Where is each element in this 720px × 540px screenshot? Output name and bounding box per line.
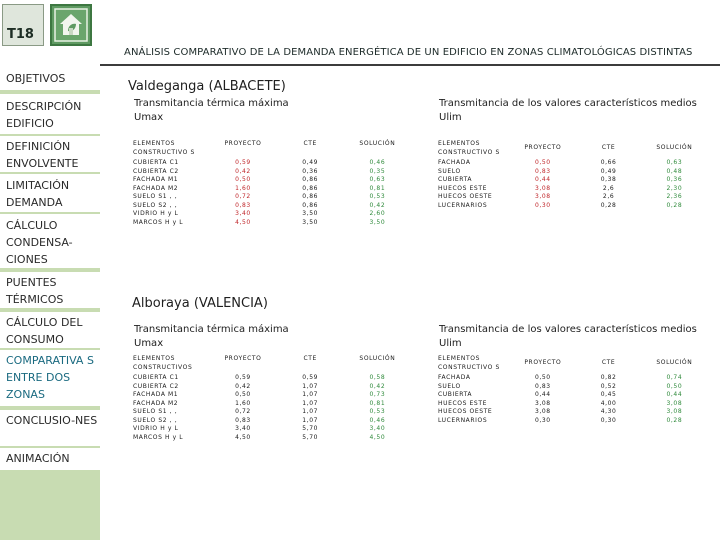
section-2-right-title bbox=[439, 323, 697, 351]
proyecto-value: 3,40 bbox=[235, 210, 251, 217]
page-title: ANÁLISIS COMPARATIVO DE LA DEMANDA ENERGÉTICA DE UN EDIFICIO EN ZONAS CLIMATOLÓGICAS DISTINTAS bbox=[124, 47, 693, 58]
solucion-value: 0,63 bbox=[369, 176, 386, 183]
sidebar-item-objetivos[interactable]: OBJETIVOS bbox=[6, 72, 66, 85]
topic-badge-label: T18 bbox=[7, 27, 34, 42]
row-element-name: HUECOS ESTE bbox=[438, 399, 487, 407]
table-row bbox=[131, 425, 411, 434]
column-header-elements: ELEMENTOS CONSTRUCTIVO S bbox=[438, 140, 500, 156]
table-row bbox=[436, 400, 710, 409]
cte-value: 3,50 bbox=[302, 210, 319, 217]
column-header-proyecto: PROYECTO bbox=[224, 140, 262, 147]
row-element-name: FACHADA bbox=[438, 374, 471, 381]
row-element-name: HUECOS OESTE bbox=[438, 408, 493, 415]
row-element-name: FACHADA M1 bbox=[133, 391, 179, 398]
table-row bbox=[131, 176, 411, 185]
cte-value: 0,86 bbox=[302, 201, 319, 209]
row-element-name: HUECOS ESTE bbox=[438, 184, 487, 192]
cte-value: 0,49 bbox=[600, 167, 617, 175]
section-1-left-title bbox=[134, 97, 289, 125]
solucion-value: 0,42 bbox=[369, 201, 386, 209]
solucion-value: 2,36 bbox=[666, 193, 683, 200]
table-row bbox=[131, 210, 411, 219]
table-header-row bbox=[131, 355, 411, 374]
cte-value: 0,30 bbox=[600, 416, 617, 424]
section-1-umax-table bbox=[131, 140, 411, 227]
row-element-name: SUELO bbox=[438, 382, 461, 390]
cte-value: 1,07 bbox=[302, 416, 319, 424]
table-row bbox=[436, 383, 710, 392]
solucion-value: 0,81 bbox=[369, 184, 386, 192]
proyecto-value: 4,50 bbox=[235, 218, 251, 226]
section-2-umax-table bbox=[131, 355, 411, 442]
proyecto-value: 1,60 bbox=[235, 184, 251, 192]
table-row bbox=[131, 202, 411, 211]
solucion-value: 0,50 bbox=[666, 382, 683, 390]
cte-value: 0,38 bbox=[600, 176, 617, 183]
column-header-solucion: SOLUCIÓN bbox=[656, 144, 693, 152]
sidebar-item-definicion[interactable]: DEFINICIÓN ENVOLVENTE bbox=[6, 140, 79, 170]
cte-value: 0,86 bbox=[302, 176, 319, 183]
section-2-left-subtitle: Umax bbox=[134, 338, 164, 349]
header-bar bbox=[0, 0, 720, 66]
row-element-name: SUELO S1 , , bbox=[133, 408, 178, 415]
section-1-ulim-table bbox=[436, 140, 710, 210]
section-2-ulim-table bbox=[436, 355, 710, 425]
cte-value: 0,36 bbox=[302, 167, 319, 175]
solucion-value: 0,63 bbox=[666, 159, 683, 166]
proyecto-value: 0,50 bbox=[534, 159, 551, 166]
table-header-row bbox=[436, 140, 710, 159]
cte-value: 1,07 bbox=[302, 382, 319, 390]
column-header-proyecto: PROYECTO bbox=[524, 359, 562, 367]
section-1-left-subtitle: Umax bbox=[134, 112, 164, 123]
table-row bbox=[131, 400, 411, 409]
solucion-value: 0,74 bbox=[666, 374, 683, 381]
proyecto-value: 3,08 bbox=[534, 408, 551, 415]
row-element-name: CUBIERTA C2 bbox=[133, 382, 179, 390]
cte-value: 2,6 bbox=[602, 193, 615, 200]
table-row bbox=[131, 185, 411, 194]
solucion-value: 0,81 bbox=[369, 399, 386, 407]
house-leaf-icon-graphic bbox=[52, 6, 90, 44]
table-row bbox=[131, 391, 411, 400]
proyecto-value: 0,30 bbox=[534, 416, 551, 424]
section-1-right-title bbox=[439, 97, 697, 125]
solucion-value: 0,48 bbox=[666, 167, 683, 175]
table-row bbox=[131, 374, 411, 383]
section-2-right-title-text: Transmitancia de los valores característicos medios bbox=[439, 324, 697, 335]
proyecto-value: 3,08 bbox=[534, 184, 551, 192]
column-header-cte: CTE bbox=[303, 140, 317, 147]
table-row bbox=[131, 383, 411, 392]
row-element-name: FACHADA M2 bbox=[133, 184, 179, 192]
sidebar-item-consumo[interactable]: CÁLCULO DEL CONSUMO bbox=[6, 316, 83, 346]
row-element-name: CUBIERTA C2 bbox=[133, 167, 179, 175]
proyecto-value: 0,59 bbox=[235, 159, 251, 166]
table-row bbox=[436, 374, 710, 383]
table-row bbox=[436, 417, 710, 426]
table-row bbox=[436, 193, 710, 202]
cte-value: 1,07 bbox=[302, 408, 319, 415]
row-element-name: LUCERNARIOS bbox=[438, 201, 488, 209]
section-1-left-title-text: Transmitancia térmica máxima bbox=[134, 98, 289, 109]
proyecto-value: 0,83 bbox=[534, 167, 551, 175]
table-row bbox=[436, 202, 710, 211]
cte-value: 5,70 bbox=[302, 433, 319, 441]
table-row bbox=[436, 391, 710, 400]
solucion-value: 0,36 bbox=[666, 176, 683, 183]
proyecto-value: 4,50 bbox=[235, 433, 251, 441]
column-header-elements: ELEMENTOS CONSTRUCTIVO S bbox=[438, 355, 500, 371]
solucion-value: 0,53 bbox=[369, 408, 386, 415]
column-header-cte: CTE bbox=[601, 359, 616, 367]
cte-value: 0,66 bbox=[600, 159, 617, 166]
table-row bbox=[131, 434, 411, 443]
table-header-row bbox=[131, 140, 411, 159]
table-row bbox=[436, 408, 710, 417]
solucion-value: 0,35 bbox=[369, 167, 386, 175]
cte-value: 0,59 bbox=[302, 374, 319, 381]
cte-value: 1,07 bbox=[302, 391, 319, 398]
row-element-name: MARCOS H y L bbox=[133, 218, 184, 226]
row-element-name: VIDRIO H y L bbox=[133, 210, 179, 217]
proyecto-value: 0,42 bbox=[235, 167, 251, 175]
solucion-value: 0,28 bbox=[666, 416, 683, 424]
column-header-proyecto: PROYECTO bbox=[524, 144, 562, 152]
row-element-name: FACHADA M2 bbox=[133, 399, 179, 407]
proyecto-value: 0,72 bbox=[235, 408, 251, 415]
cte-value: 2,6 bbox=[602, 184, 615, 192]
sidebar-item-animacion[interactable]: ANIMACIÓN bbox=[6, 452, 70, 465]
row-element-name: VIDRIO H y L bbox=[133, 425, 179, 432]
proyecto-value: 0,83 bbox=[235, 201, 251, 209]
row-element-name: SUELO S2 , , bbox=[133, 201, 178, 209]
cte-value: 0,86 bbox=[302, 184, 319, 192]
cte-value: 0,49 bbox=[302, 159, 319, 166]
column-header-elements: ELEMENTOS CONSTRUCTIVO S bbox=[133, 140, 195, 156]
solucion-value: 0,58 bbox=[369, 374, 386, 381]
table-row bbox=[131, 408, 411, 417]
cte-value: 1,07 bbox=[302, 399, 319, 407]
solucion-value: 0,44 bbox=[666, 391, 683, 398]
solucion-value: 0,73 bbox=[369, 391, 386, 398]
proyecto-value: 3,40 bbox=[235, 425, 251, 432]
table-row bbox=[131, 168, 411, 177]
proyecto-value: 0,50 bbox=[235, 391, 251, 398]
proyecto-value: 0,50 bbox=[534, 374, 551, 381]
row-element-name: FACHADA bbox=[438, 159, 471, 166]
row-element-name: MARCOS H y L bbox=[133, 433, 184, 441]
proyecto-value: 0,59 bbox=[235, 374, 251, 381]
row-element-name: SUELO bbox=[438, 167, 461, 175]
solucion-value: 2,30 bbox=[666, 184, 683, 192]
solucion-value: 3,40 bbox=[369, 425, 386, 432]
proyecto-value: 0,44 bbox=[534, 176, 551, 183]
header-divider bbox=[100, 64, 720, 66]
proyecto-value: 1,60 bbox=[235, 399, 251, 407]
house-leaf-icon[interactable] bbox=[50, 4, 92, 46]
cte-value: 0,86 bbox=[302, 193, 319, 200]
section-1-right-subtitle: Ulim bbox=[439, 112, 462, 123]
section-2-city: Alboraya (VALENCIA) bbox=[132, 296, 268, 311]
table-row bbox=[436, 185, 710, 194]
cte-value: 5,70 bbox=[302, 425, 319, 432]
section-1-right-title-text: Transmitancia de los valores característicos medios bbox=[439, 98, 697, 109]
column-header-solucion: SOLUCIÓN bbox=[359, 355, 396, 362]
sidebar-item-condensaciones[interactable]: CÁLCULO CONDENSA-CIONES bbox=[6, 219, 73, 266]
cte-value: 0,52 bbox=[600, 382, 617, 390]
proyecto-value: 0,30 bbox=[534, 201, 551, 209]
solucion-value: 0,42 bbox=[369, 382, 386, 390]
cte-value: 0,45 bbox=[600, 391, 617, 398]
column-header-cte: CTE bbox=[303, 355, 317, 362]
proyecto-value: 3,08 bbox=[534, 193, 551, 200]
cte-value: 0,28 bbox=[600, 201, 617, 209]
cte-value: 0,82 bbox=[600, 374, 617, 381]
solucion-value: 0,53 bbox=[369, 193, 386, 200]
table-row bbox=[131, 159, 411, 168]
table-row bbox=[131, 417, 411, 426]
solucion-value: 3,50 bbox=[369, 218, 386, 226]
row-element-name: CUBIERTA bbox=[438, 391, 473, 398]
table-row bbox=[436, 176, 710, 185]
proyecto-value: 0,83 bbox=[534, 382, 551, 390]
sidebar-item-descripcion[interactable]: DESCRIPCIÓN EDIFICIO bbox=[6, 100, 82, 130]
solucion-value: 3,08 bbox=[666, 399, 683, 407]
proyecto-value: 0,42 bbox=[235, 382, 251, 390]
row-element-name: CUBIERTA C1 bbox=[133, 374, 179, 381]
solucion-value: 3,08 bbox=[666, 408, 683, 415]
row-element-name: HUECOS OESTE bbox=[438, 193, 493, 200]
table-row bbox=[131, 219, 411, 228]
table-row bbox=[131, 193, 411, 202]
cte-value: 3,50 bbox=[302, 218, 319, 226]
table-row bbox=[436, 168, 710, 177]
topic-badge bbox=[2, 4, 44, 46]
section-2-left-title bbox=[134, 323, 289, 351]
sidebar-item-conclusiones[interactable]: CONCLUSIO-NES bbox=[6, 414, 98, 427]
column-header-solucion: SOLUCIÓN bbox=[359, 140, 396, 147]
proyecto-value: 3,08 bbox=[534, 399, 551, 407]
row-element-name: SUELO S1 , , bbox=[133, 193, 178, 200]
cte-value: 4,00 bbox=[600, 399, 617, 407]
row-element-name: FACHADA M1 bbox=[133, 176, 179, 183]
solucion-value: 4,50 bbox=[369, 433, 386, 441]
sidebar-item-comparativas[interactable]: COMPARATIVA S ENTRE DOS ZONAS bbox=[6, 352, 98, 403]
row-element-name: CUBIERTA C1 bbox=[133, 159, 179, 166]
section-2-right-subtitle: Ulim bbox=[439, 338, 462, 349]
proyecto-value: 0,50 bbox=[235, 176, 251, 183]
solucion-value: 0,46 bbox=[369, 416, 386, 424]
sidebar-item-limitacion[interactable]: LIMITACIÓN DEMANDA bbox=[6, 179, 70, 209]
table-header-row bbox=[436, 355, 710, 374]
solucion-value: 0,46 bbox=[369, 159, 386, 166]
sidebar-item-puentes[interactable]: PUENTES TÉRMICOS bbox=[6, 276, 64, 306]
column-header-cte: CTE bbox=[601, 144, 616, 152]
section-1-city: Valdeganga (ALBACETE) bbox=[128, 79, 286, 94]
proyecto-value: 0,72 bbox=[235, 193, 251, 200]
cte-value: 4,30 bbox=[600, 408, 617, 415]
column-header-solucion: SOLUCIÓN bbox=[656, 359, 693, 367]
row-element-name: SUELO S2 , , bbox=[133, 416, 178, 424]
solucion-value: 0,28 bbox=[666, 201, 683, 209]
section-2-left-title-text: Transmitancia térmica máxima bbox=[134, 324, 289, 335]
row-element-name: CUBIERTA bbox=[438, 176, 473, 183]
column-header-proyecto: PROYECTO bbox=[224, 355, 262, 362]
solucion-value: 2,60 bbox=[369, 210, 386, 217]
proyecto-value: 0,44 bbox=[534, 391, 551, 398]
proyecto-value: 0,83 bbox=[235, 416, 251, 424]
row-element-name: LUCERNARIOS bbox=[438, 416, 488, 424]
table-row bbox=[436, 159, 710, 168]
column-header-elements: ELEMENTOS CONSTRUCTIVOS bbox=[133, 355, 193, 371]
